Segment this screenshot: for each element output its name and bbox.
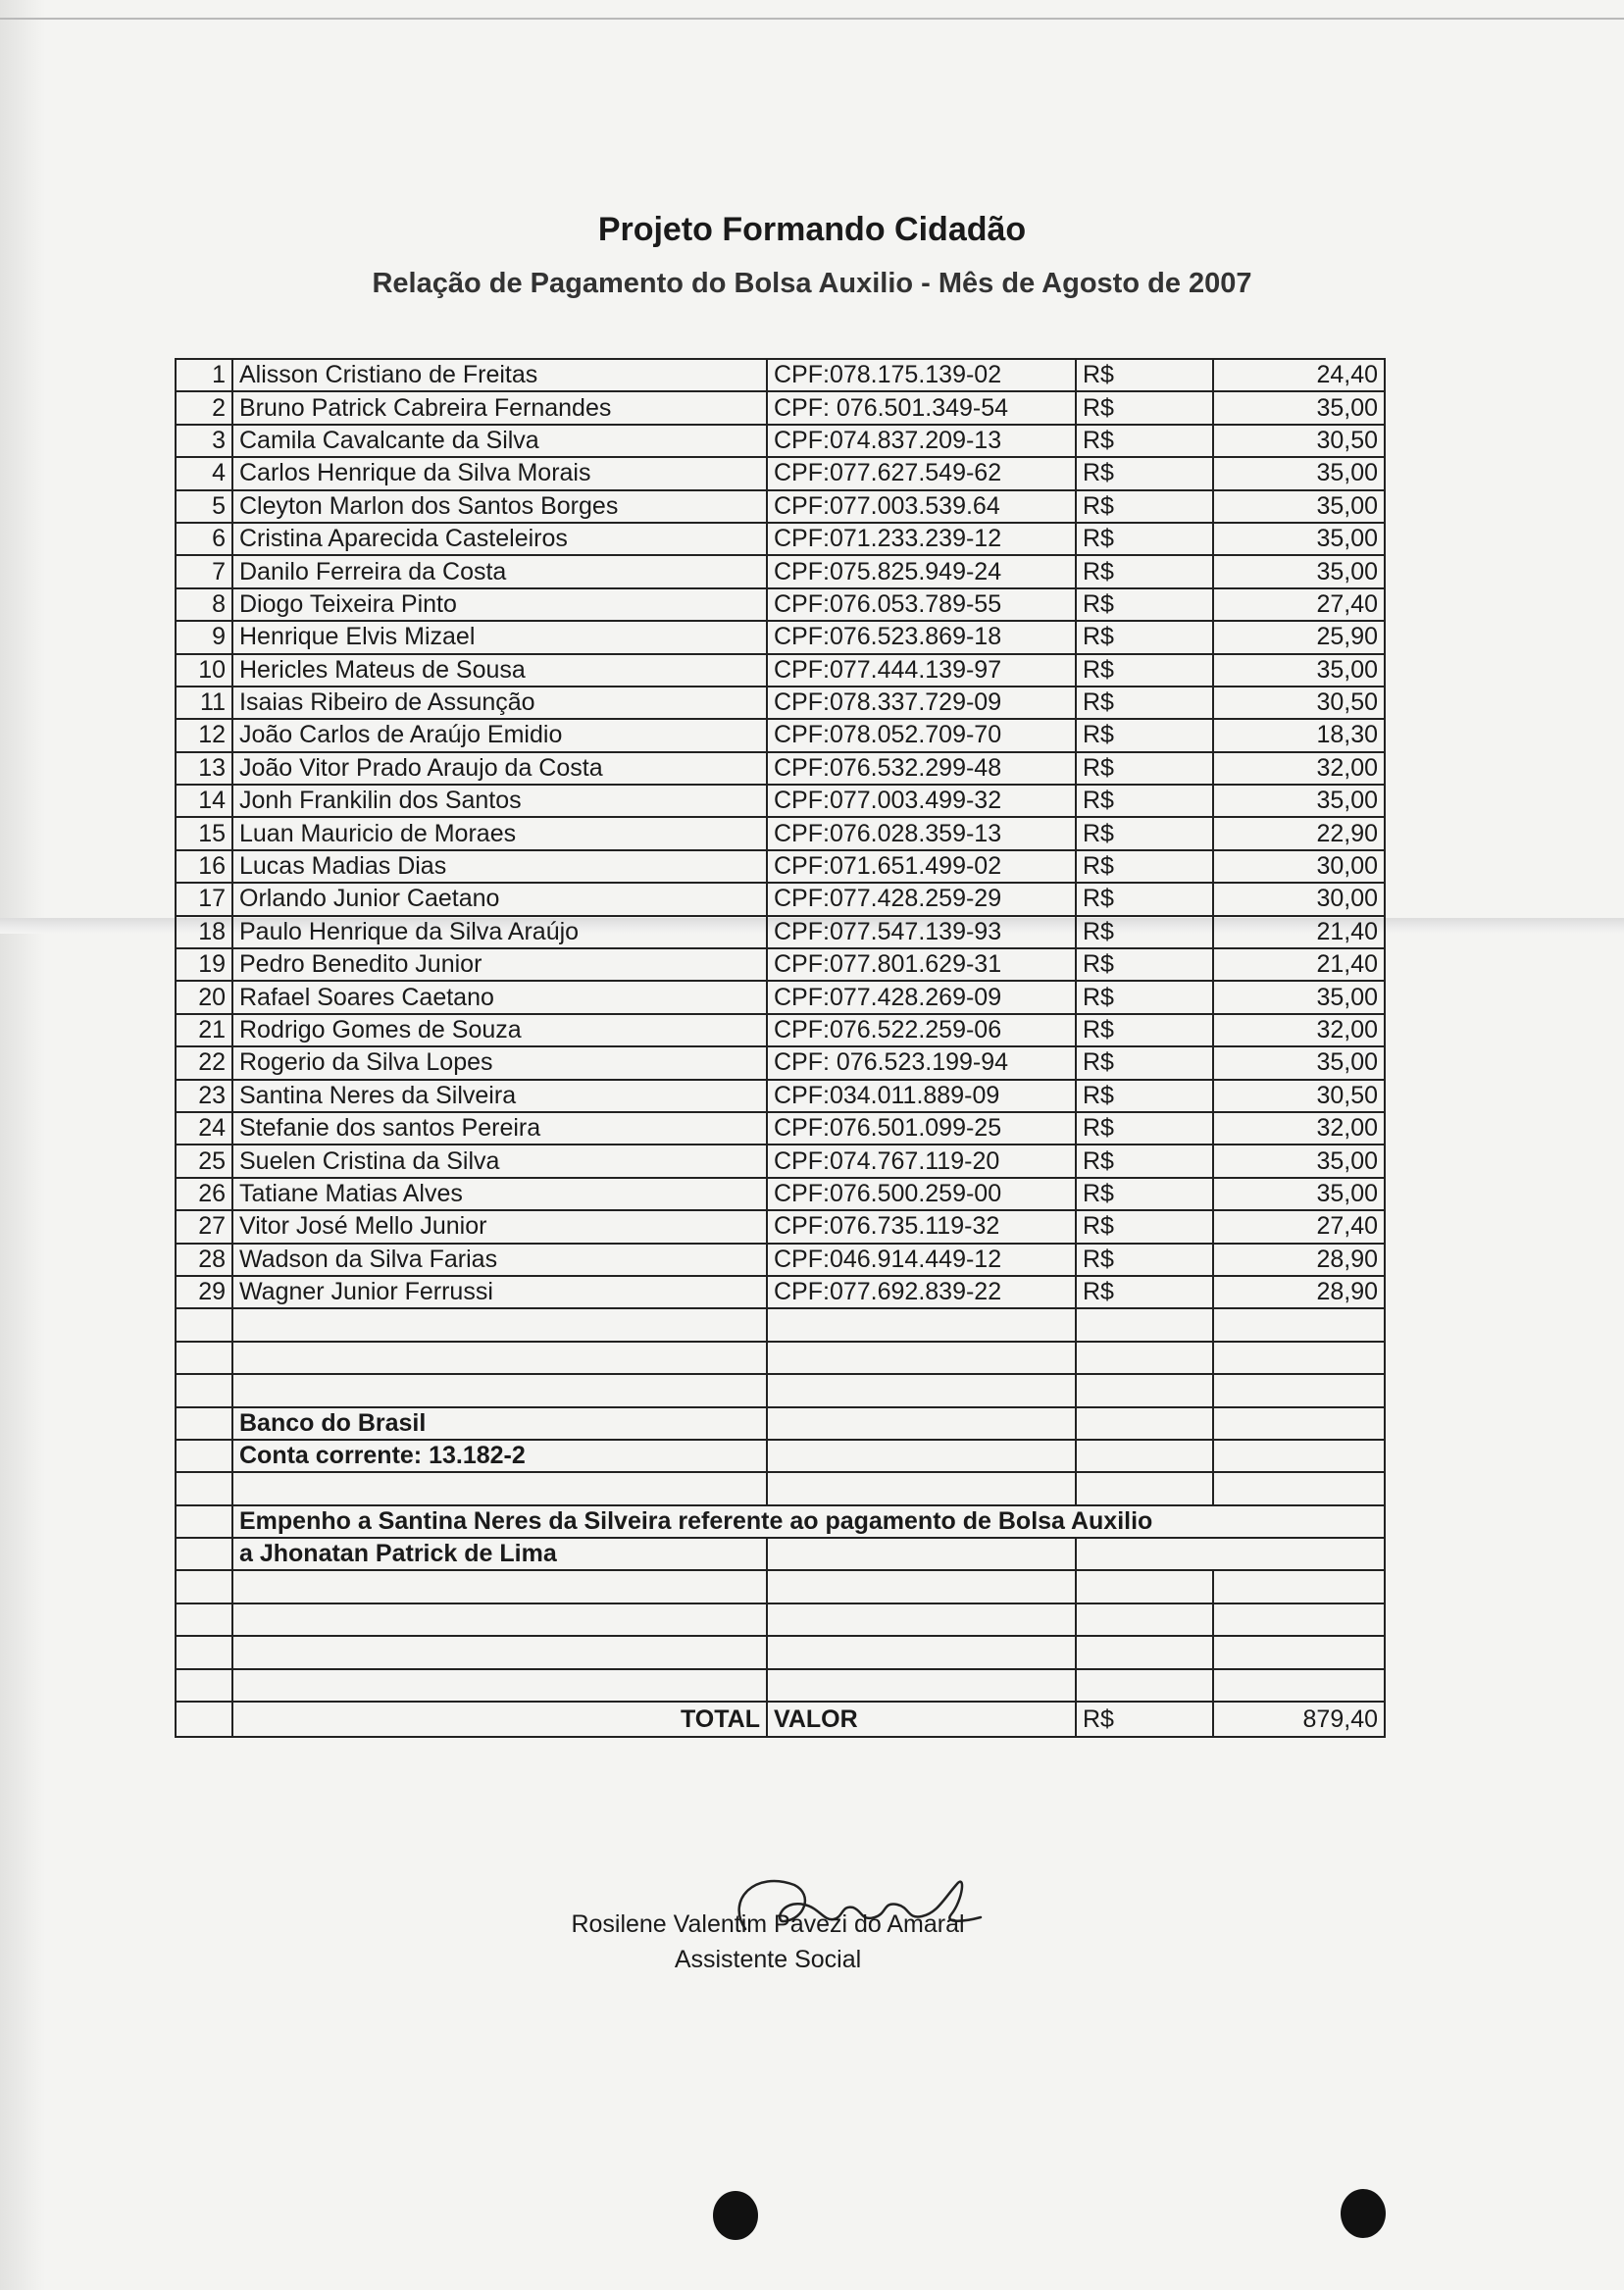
payment-value: 35,00: [1213, 391, 1385, 424]
row-number: 24: [176, 1112, 232, 1145]
row-number: 10: [176, 654, 232, 687]
currency-symbol: R$: [1076, 948, 1213, 981]
recipient-name: Paulo Henrique da Silva Araújo: [232, 916, 767, 948]
row-number: 18: [176, 916, 232, 948]
table-row: [176, 621, 1385, 653]
recipient-name: Suelen Cristina da Silva: [232, 1145, 767, 1177]
recipient-name: Camila Cavalcante da Silva: [232, 425, 767, 457]
payment-value: 35,00: [1213, 981, 1385, 1013]
payment-value: 35,00: [1213, 457, 1385, 489]
empty-row: [176, 1308, 1385, 1341]
table-row: [176, 654, 1385, 687]
table-row: [176, 752, 1385, 785]
table-row: [176, 687, 1385, 719]
payment-value: 25,90: [1213, 621, 1385, 653]
currency-symbol: R$: [1076, 1046, 1213, 1079]
table-row: [176, 1112, 1385, 1145]
signer-name: Rosilene Valentim Pavezi do Amaral: [571, 1910, 965, 1938]
recipient-cpf: CPF:077.547.139-93: [767, 916, 1076, 948]
bank-account-row: [176, 1440, 1385, 1472]
row-number: 23: [176, 1080, 232, 1112]
recipient-cpf: CPF:071.651.499-02: [767, 850, 1076, 883]
currency-symbol: R$: [1076, 1145, 1213, 1177]
bank-name-row: [176, 1407, 1385, 1440]
recipient-name: Diogo Teixeira Pinto: [232, 588, 767, 621]
row-number: 5: [176, 490, 232, 523]
bank-account: Conta corrente: 13.182-2: [232, 1440, 767, 1472]
recipient-cpf: CPF:077.444.139-97: [767, 654, 1076, 687]
valor-label: VALOR: [767, 1702, 1076, 1737]
table-row: [176, 457, 1385, 489]
total-currency: R$: [1076, 1702, 1213, 1737]
payment-value: 35,00: [1213, 785, 1385, 817]
recipient-name: João Vitor Prado Araujo da Costa: [232, 752, 767, 785]
row-number: 2: [176, 391, 232, 424]
recipient-name: Cristina Aparecida Casteleiros: [232, 523, 767, 555]
handwritten-signature: [686, 1860, 1005, 1959]
row-number: 29: [176, 1276, 232, 1308]
currency-symbol: R$: [1076, 1112, 1213, 1145]
currency-symbol: R$: [1076, 916, 1213, 948]
row-number: 22: [176, 1046, 232, 1079]
table-row: [176, 588, 1385, 621]
recipient-cpf: CPF:076.735.119-32: [767, 1210, 1076, 1243]
currency-symbol: R$: [1076, 391, 1213, 424]
recipient-name: Stefanie dos santos Pereira: [232, 1112, 767, 1145]
recipient-name: Santina Neres da Silveira: [232, 1080, 767, 1112]
payment-value: 30,00: [1213, 883, 1385, 915]
currency-symbol: R$: [1076, 981, 1213, 1013]
currency-symbol: R$: [1076, 457, 1213, 489]
row-number: 15: [176, 817, 232, 849]
currency-symbol: R$: [1076, 850, 1213, 883]
empty-row: [176, 1472, 1385, 1504]
row-number: 8: [176, 588, 232, 621]
recipient-name: Rogerio da Silva Lopes: [232, 1046, 767, 1079]
recipient-cpf: CPF:076.500.259-00: [767, 1178, 1076, 1210]
recipient-cpf: CPF:074.837.209-13: [767, 425, 1076, 457]
empty-row: [176, 1669, 1385, 1702]
recipient-cpf: CPF:046.914.449-12: [767, 1244, 1076, 1276]
currency-symbol: R$: [1076, 654, 1213, 687]
total-amount: 879,40: [1213, 1702, 1385, 1737]
table-row: [176, 1046, 1385, 1079]
recipient-name: Orlando Junior Caetano: [232, 883, 767, 915]
recipient-cpf: CPF:076.523.869-18: [767, 621, 1076, 653]
recipient-name: Rafael Soares Caetano: [232, 981, 767, 1013]
currency-symbol: R$: [1076, 359, 1213, 391]
table-row: [176, 359, 1385, 391]
table-row: [176, 1014, 1385, 1046]
table-row: [176, 719, 1385, 751]
punch-hole-left: [713, 2191, 758, 2240]
total-row: [176, 1702, 1385, 1737]
payment-value: 28,90: [1213, 1244, 1385, 1276]
recipient-name: Alisson Cristiano de Freitas: [232, 359, 767, 391]
recipient-name: Lucas Madias Dias: [232, 850, 767, 883]
payment-value: 30,50: [1213, 687, 1385, 719]
currency-symbol: R$: [1076, 523, 1213, 555]
scan-edge-line: [0, 18, 1624, 20]
document-title: Projeto Formando Cidadão: [597, 211, 1027, 248]
recipient-cpf: CPF:076.501.099-25: [767, 1112, 1076, 1145]
row-number: 27: [176, 1210, 232, 1243]
currency-symbol: R$: [1076, 817, 1213, 849]
table-row: [176, 948, 1385, 981]
bank-name: Banco do Brasil: [232, 1407, 767, 1440]
recipient-cpf: CPF:077.428.259-29: [767, 883, 1076, 915]
currency-symbol: R$: [1076, 425, 1213, 457]
currency-symbol: R$: [1076, 1080, 1213, 1112]
table-row: [176, 391, 1385, 424]
recipient-cpf: CPF:077.428.269-09: [767, 981, 1076, 1013]
table-row: [176, 981, 1385, 1013]
table-row: [176, 1244, 1385, 1276]
punch-hole-right: [1341, 2189, 1386, 2238]
table-row: [176, 555, 1385, 587]
currency-symbol: R$: [1076, 555, 1213, 587]
recipient-name: Wadson da Silva Farias: [232, 1244, 767, 1276]
recipient-cpf: CPF:034.011.889-09: [767, 1080, 1076, 1112]
payment-table: [175, 358, 1386, 1738]
row-number: 4: [176, 457, 232, 489]
recipient-name: Bruno Patrick Cabreira Fernandes: [232, 391, 767, 424]
recipient-cpf: CPF:077.801.629-31: [767, 948, 1076, 981]
payment-table-body: [176, 359, 1385, 1737]
document-subtitle: Relação de Pagamento do Bolsa Auxilio - Mês de Agosto de 2007: [372, 268, 1252, 299]
payment-value: 30,50: [1213, 425, 1385, 457]
recipient-name: Isaias Ribeiro de Assunção: [232, 687, 767, 719]
currency-symbol: R$: [1076, 785, 1213, 817]
recipient-cpf: CPF: 076.501.349-54: [767, 391, 1076, 424]
currency-symbol: R$: [1076, 490, 1213, 523]
table-row: [176, 916, 1385, 948]
recipient-cpf: CPF:071.233.239-12: [767, 523, 1076, 555]
recipient-name: Tatiane Matias Alves: [232, 1178, 767, 1210]
row-number: 19: [176, 948, 232, 981]
recipient-cpf: CPF:076.028.359-13: [767, 817, 1076, 849]
recipient-cpf: CPF:076.053.789-55: [767, 588, 1076, 621]
note-line-1: Empenho a Santina Neres da Silveira referente ao pagamento de Bolsa Auxilio: [232, 1505, 1385, 1538]
recipient-cpf: CPF:078.337.729-09: [767, 687, 1076, 719]
currency-symbol: R$: [1076, 1244, 1213, 1276]
payment-value: 21,40: [1213, 916, 1385, 948]
payment-value: 35,00: [1213, 490, 1385, 523]
currency-symbol: R$: [1076, 1210, 1213, 1243]
total-label: TOTAL: [232, 1702, 767, 1737]
table-row: [176, 425, 1385, 457]
recipient-name: Pedro Benedito Junior: [232, 948, 767, 981]
row-number: 14: [176, 785, 232, 817]
recipient-cpf: CPF:077.627.549-62: [767, 457, 1076, 489]
payment-value: 35,00: [1213, 1145, 1385, 1177]
row-number: 26: [176, 1178, 232, 1210]
row-number: 16: [176, 850, 232, 883]
payment-value: 32,00: [1213, 1014, 1385, 1046]
row-number: 13: [176, 752, 232, 785]
payment-value: 35,00: [1213, 555, 1385, 587]
recipient-name: Danilo Ferreira da Costa: [232, 555, 767, 587]
currency-symbol: R$: [1076, 719, 1213, 751]
recipient-cpf: CPF:077.003.539.64: [767, 490, 1076, 523]
payment-value: 30,00: [1213, 850, 1385, 883]
empty-row: [176, 1342, 1385, 1374]
payment-value: 27,40: [1213, 588, 1385, 621]
table-row: [176, 785, 1385, 817]
recipient-name: Carlos Henrique da Silva Morais: [232, 457, 767, 489]
table-row: [176, 490, 1385, 523]
recipient-cpf: CPF:076.532.299-48: [767, 752, 1076, 785]
note-line-2: a Jhonatan Patrick de Lima: [232, 1538, 767, 1570]
empty-row: [176, 1570, 1385, 1603]
currency-symbol: R$: [1076, 752, 1213, 785]
payment-value: 28,90: [1213, 1276, 1385, 1308]
row-number: 7: [176, 555, 232, 587]
payment-value: 35,00: [1213, 1178, 1385, 1210]
empty-row: [176, 1374, 1385, 1406]
table-row: [176, 1178, 1385, 1210]
currency-symbol: R$: [1076, 883, 1213, 915]
row-number: 12: [176, 719, 232, 751]
recipient-name: Cleyton Marlon dos Santos Borges: [232, 490, 767, 523]
note-row: [176, 1538, 1385, 1570]
row-number: 6: [176, 523, 232, 555]
recipient-name: Wagner Junior Ferrussi: [232, 1276, 767, 1308]
empty-row: [176, 1603, 1385, 1636]
recipient-cpf: CPF:078.052.709-70: [767, 719, 1076, 751]
row-number: 11: [176, 687, 232, 719]
currency-symbol: R$: [1076, 1178, 1213, 1210]
row-number: 28: [176, 1244, 232, 1276]
table-row: [176, 1080, 1385, 1112]
recipient-name: Rodrigo Gomes de Souza: [232, 1014, 767, 1046]
note-row: [176, 1505, 1385, 1538]
row-number: 21: [176, 1014, 232, 1046]
table-row: [176, 850, 1385, 883]
currency-symbol: R$: [1076, 588, 1213, 621]
recipient-name: Henrique Elvis Mizael: [232, 621, 767, 653]
empty-row: [176, 1636, 1385, 1668]
table-row: [176, 817, 1385, 849]
row-number: 20: [176, 981, 232, 1013]
recipient-cpf: CPF:077.692.839-22: [767, 1276, 1076, 1308]
recipient-name: Luan Mauricio de Moraes: [232, 817, 767, 849]
payment-value: 32,00: [1213, 1112, 1385, 1145]
table-row: [176, 883, 1385, 915]
recipient-cpf: CPF:077.003.499-32: [767, 785, 1076, 817]
row-number: 3: [176, 425, 232, 457]
payment-value: 35,00: [1213, 523, 1385, 555]
table-row: [176, 1210, 1385, 1243]
recipient-cpf: CPF:074.767.119-20: [767, 1145, 1076, 1177]
recipient-name: João Carlos de Araújo Emidio: [232, 719, 767, 751]
payment-value: 27,40: [1213, 1210, 1385, 1243]
recipient-name: Vitor José Mello Junior: [232, 1210, 767, 1243]
row-number: 25: [176, 1145, 232, 1177]
row-number: 1: [176, 359, 232, 391]
payment-value: 32,00: [1213, 752, 1385, 785]
row-number: 17: [176, 883, 232, 915]
row-number: 9: [176, 621, 232, 653]
currency-symbol: R$: [1076, 621, 1213, 653]
currency-symbol: R$: [1076, 687, 1213, 719]
recipient-cpf: CPF:078.175.139-02: [767, 359, 1076, 391]
payment-value: 30,50: [1213, 1080, 1385, 1112]
recipient-cpf: CPF: 076.523.199-94: [767, 1046, 1076, 1079]
currency-symbol: R$: [1076, 1276, 1213, 1308]
recipient-cpf: CPF:076.522.259-06: [767, 1014, 1076, 1046]
payment-value: 35,00: [1213, 654, 1385, 687]
signer-role: Assistente Social: [674, 1946, 862, 1973]
table-row: [176, 1145, 1385, 1177]
table-row: [176, 523, 1385, 555]
payment-value: 18,30: [1213, 719, 1385, 751]
recipient-name: Hericles Mateus de Sousa: [232, 654, 767, 687]
payment-value: 21,40: [1213, 948, 1385, 981]
table-row: [176, 1276, 1385, 1308]
currency-symbol: R$: [1076, 1014, 1213, 1046]
recipient-cpf: CPF:075.825.949-24: [767, 555, 1076, 587]
recipient-name: Jonh Frankilin dos Santos: [232, 785, 767, 817]
payment-value: 24,40: [1213, 359, 1385, 391]
payment-value: 22,90: [1213, 817, 1385, 849]
payment-value: 35,00: [1213, 1046, 1385, 1079]
